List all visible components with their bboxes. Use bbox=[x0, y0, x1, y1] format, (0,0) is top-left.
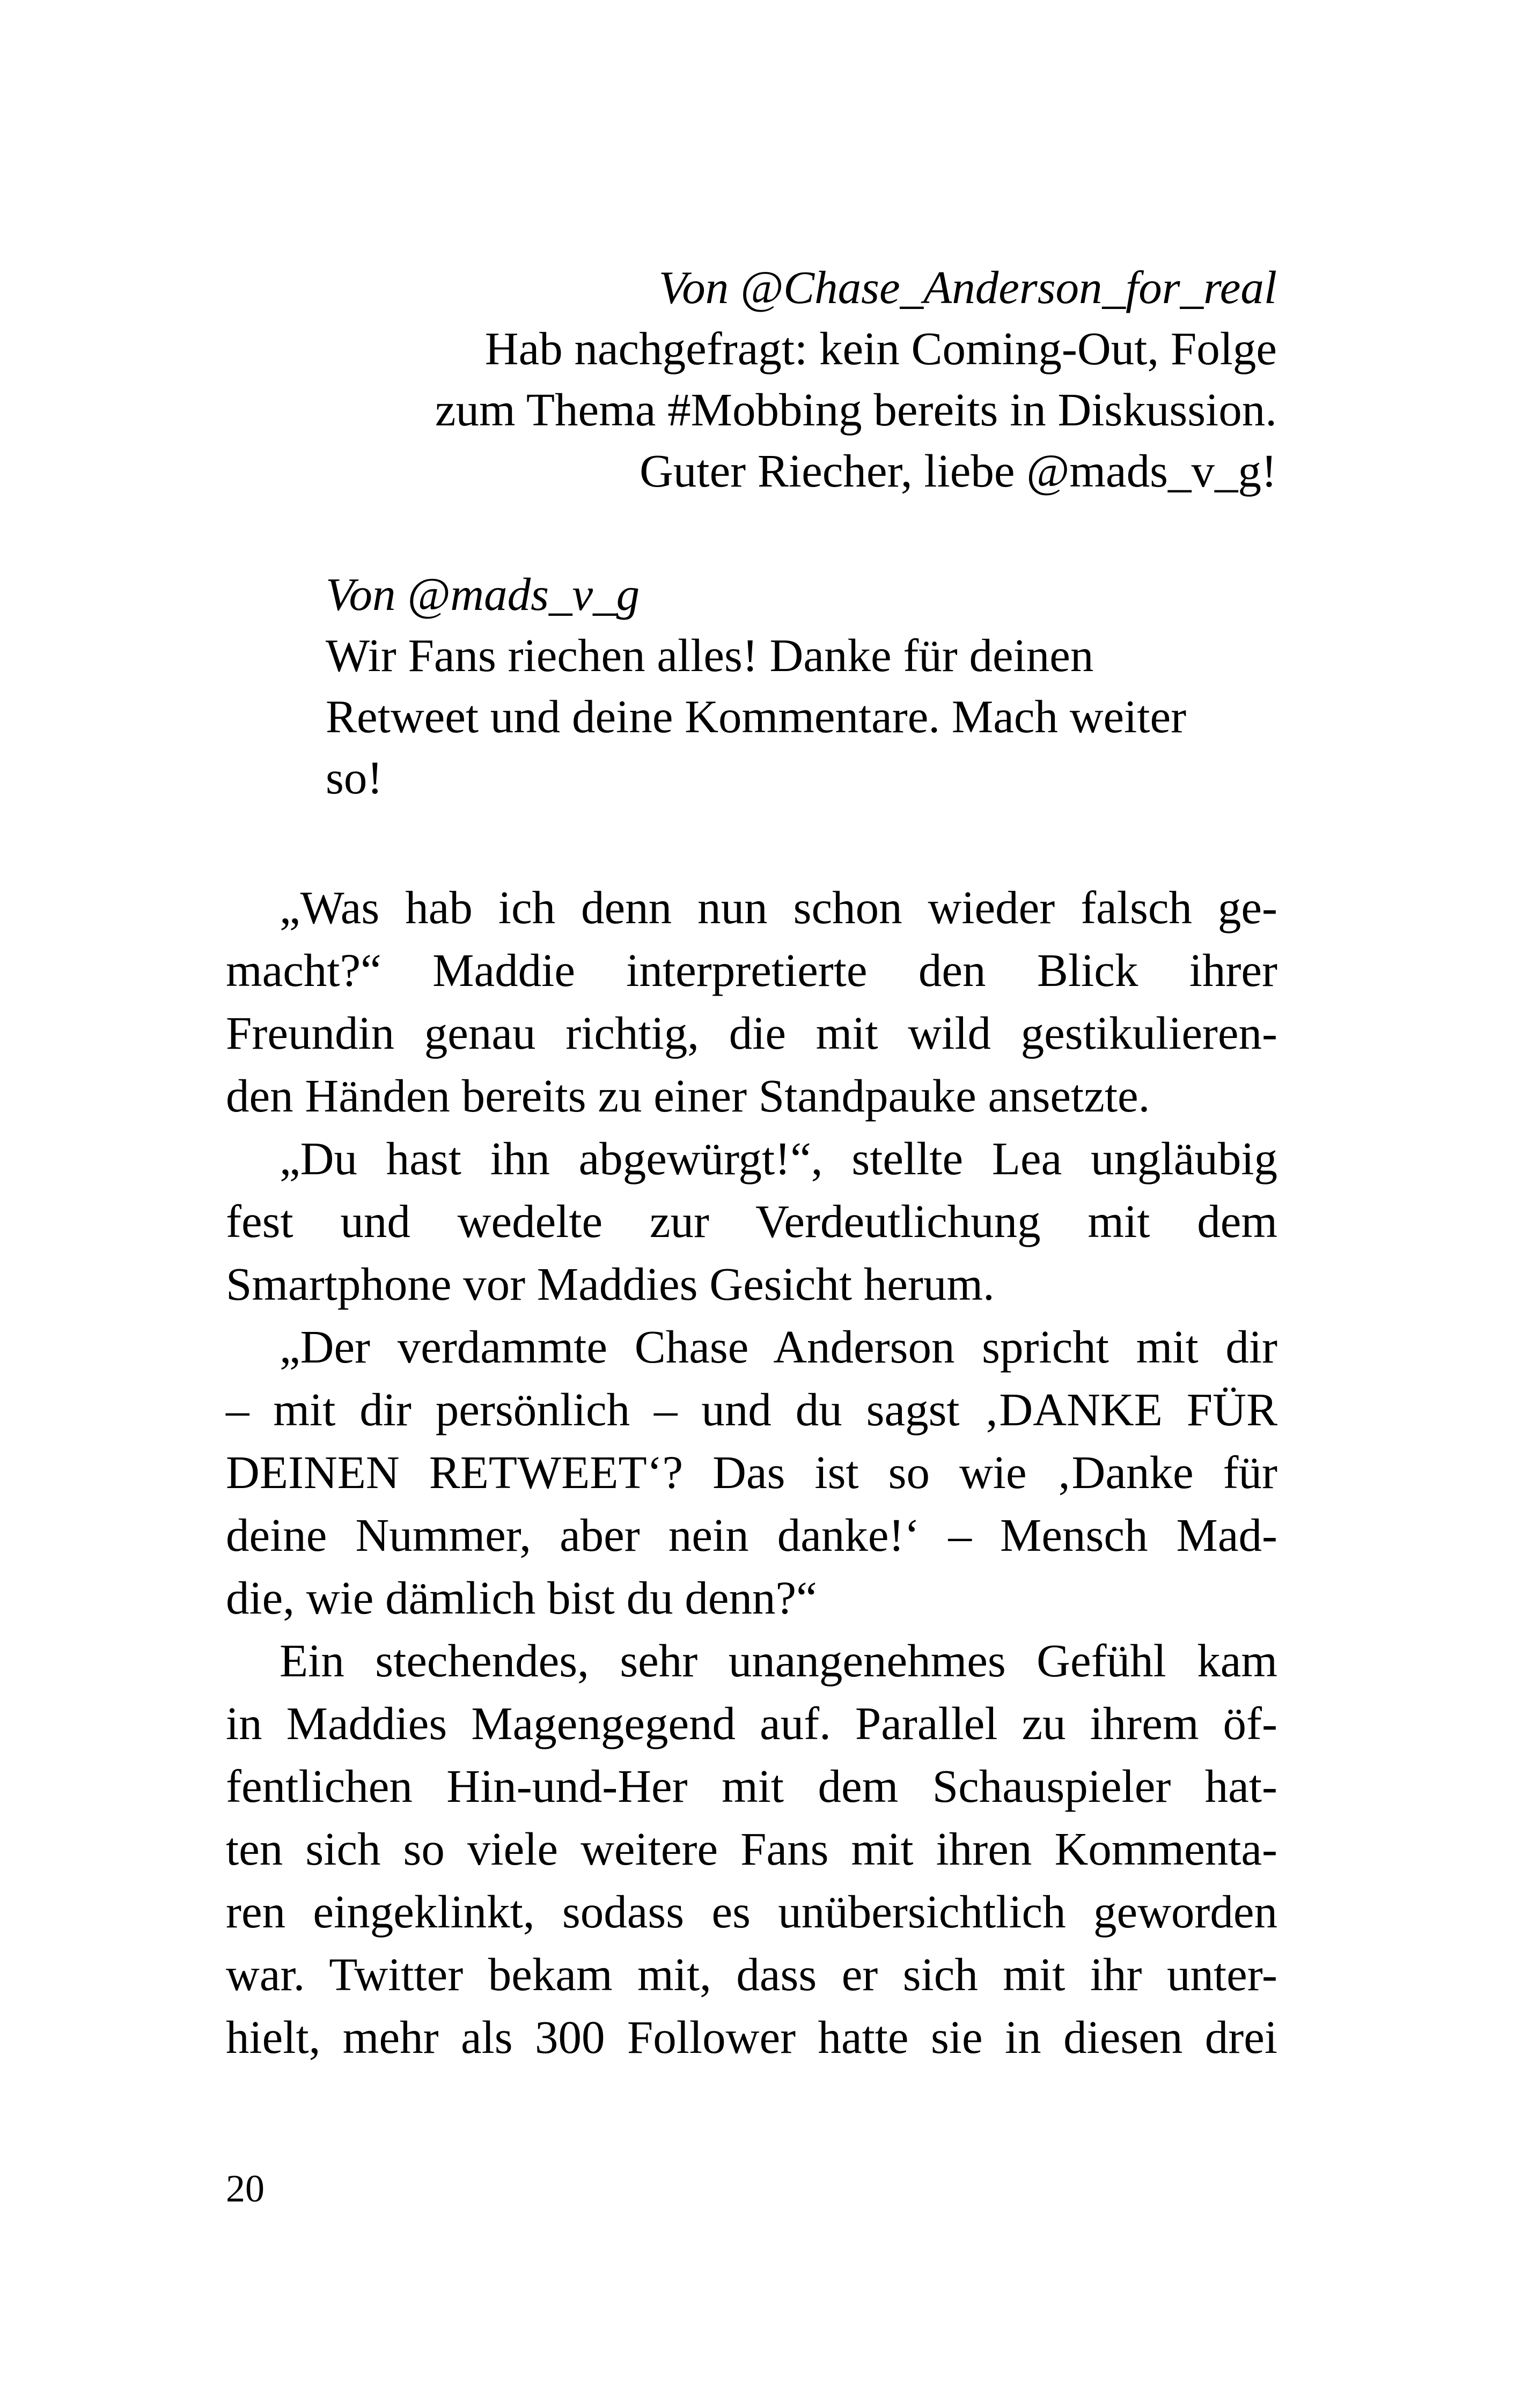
tweet-text-line: Wir Fans riechen alles! Danke für deinen bbox=[326, 629, 1094, 681]
story-text bbox=[226, 876, 1277, 2068]
prose-line: Freundin genau richtig, die mit wild gestikulieren- bbox=[226, 1007, 1277, 1059]
tweet-text-line: zum Thema #Mobbing bereits in Diskussion. bbox=[435, 384, 1277, 436]
prose-line: „Der verdammte Chase Anderson spricht mit dir bbox=[280, 1321, 1277, 1373]
tweet-author: Von @mads_v_g bbox=[326, 568, 640, 620]
prose-line: Ein stechendes, sehr unangenehmes Gefühl kam bbox=[280, 1634, 1277, 1687]
prose-line: fentlichen Hin-und-Her mit dem Schauspieler hat- bbox=[226, 1760, 1277, 1812]
prose-line: die, wie dämlich bist du denn?“ bbox=[226, 1572, 817, 1624]
tweet-text-line: so! bbox=[326, 752, 383, 804]
prose-line: – mit dir persönlich – und du sagst ‚DANKE FÜR bbox=[226, 1383, 1277, 1435]
prose-line: hielt, mehr als 300 Follower hatte sie in diesen drei bbox=[226, 2011, 1277, 2063]
tweet-mads-v-g bbox=[326, 564, 1186, 808]
tweet-text-line: Guter Riecher, liebe @mads_v_g! bbox=[640, 445, 1277, 497]
tweet-text-line: Hab nachgefragt: kein Coming-Out, Folge bbox=[484, 322, 1277, 374]
prose-line: DEINEN RETWEET‘? Das ist so wie ‚Danke für bbox=[226, 1446, 1277, 1498]
prose-line: ten sich so viele weitere Fans mit ihren Kommenta- bbox=[226, 1823, 1277, 1875]
prose-line: den Händen bereits zu einer Standpauke ansetzte. bbox=[226, 1070, 1150, 1122]
prose-line: war. Twitter bekam mit, dass er sich mit ihr unter- bbox=[226, 1948, 1277, 2000]
page-number: 20 bbox=[226, 2167, 264, 2210]
prose-line: fest und wedelte zur Verdeutlichung mit dem bbox=[226, 1195, 1277, 1247]
tweet-author: Von @Chase_Anderson_for_real bbox=[658, 261, 1277, 313]
prose-line: „Was hab ich denn nun schon wieder falsch ge- bbox=[280, 881, 1277, 933]
prose-line: deine Nummer, aber nein danke!‘ – Mensch Mad- bbox=[226, 1509, 1277, 1561]
prose-line: ren eingeklinkt, sodass es unübersichtlich geworden bbox=[226, 1886, 1277, 1938]
prose-line: in Maddies Magengegend auf. Parallel zu ihrem öf- bbox=[226, 1697, 1277, 1749]
tweet-text-line: Retweet und deine Kommentare. Mach weiter bbox=[326, 690, 1187, 742]
tweet-chase-anderson bbox=[435, 257, 1277, 502]
prose-line: macht?“ Maddie interpretierte den Blick ihrer bbox=[226, 944, 1277, 996]
prose-line: „Du hast ihn abgewürgt!“, stellte Lea ungläubig bbox=[280, 1132, 1277, 1184]
prose-line: Smartphone vor Maddies Gesicht herum. bbox=[226, 1258, 995, 1310]
